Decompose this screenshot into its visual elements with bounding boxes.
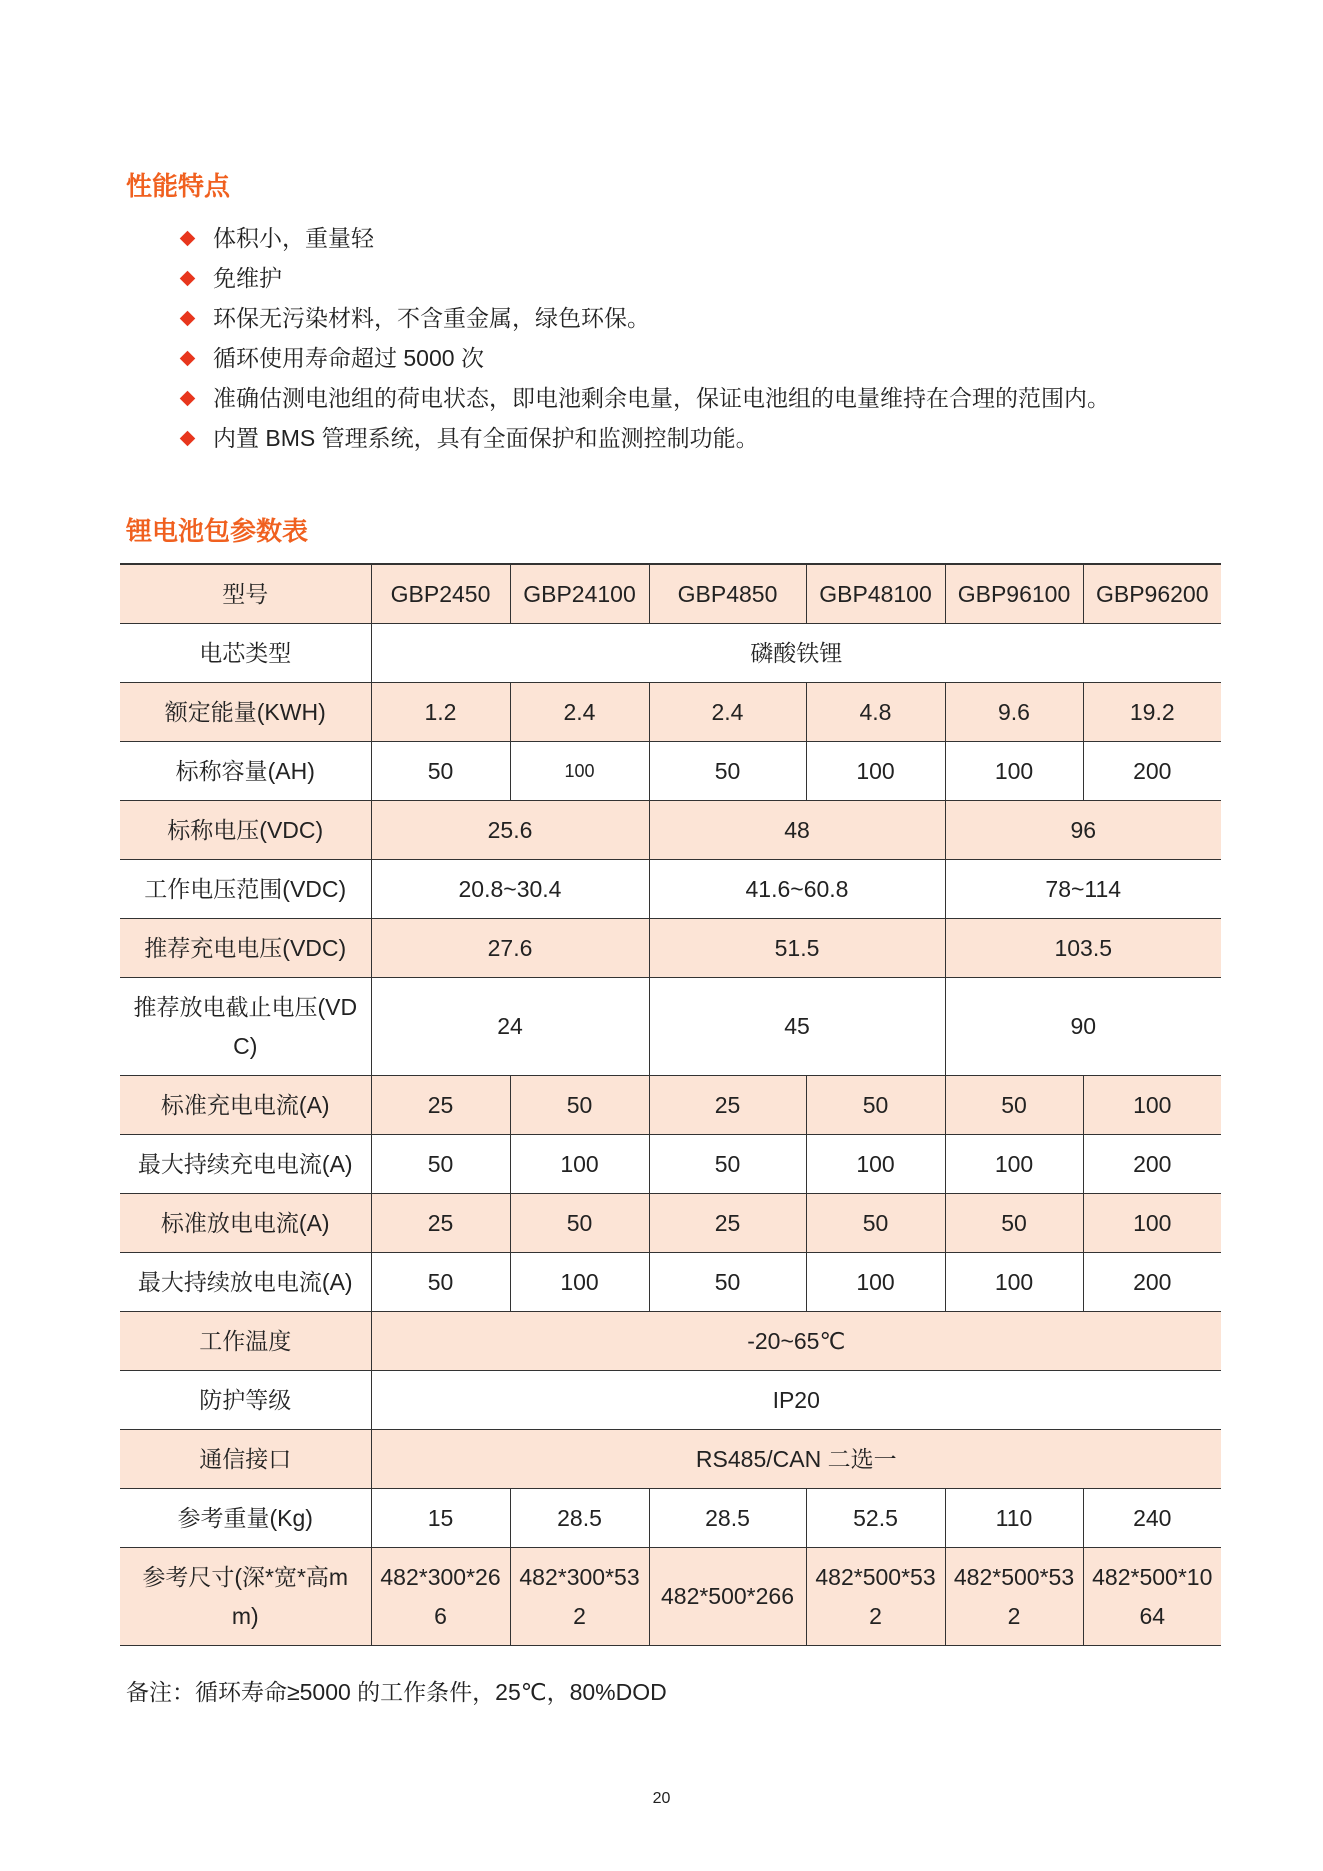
table-cell: 20.8~30.4 xyxy=(371,860,649,919)
table-row xyxy=(120,1430,1221,1489)
table-cell: 50 xyxy=(510,1194,649,1253)
table-cell: 100 xyxy=(806,1135,945,1194)
row-label: 工作温度 xyxy=(120,1312,371,1371)
table-cell: 28.5 xyxy=(510,1489,649,1548)
table-cell: 50 xyxy=(510,1076,649,1135)
table-row xyxy=(120,683,1221,742)
table-cell: 50 xyxy=(649,742,806,801)
row-label: 工作电压范围(VDC) xyxy=(120,860,371,919)
table-cell: 200 xyxy=(1083,742,1221,801)
table-cell: 96 xyxy=(945,801,1221,860)
table-cell: 50 xyxy=(371,1135,510,1194)
diamond-bullet-icon xyxy=(180,310,196,326)
table-cell: 100 xyxy=(510,1253,649,1312)
diamond-bullet-icon xyxy=(180,230,196,246)
table-row xyxy=(120,742,1221,801)
table-cell: 25.6 xyxy=(371,801,649,860)
diamond-bullet-icon xyxy=(180,270,196,286)
table-cell: 482*300*532 xyxy=(510,1548,649,1646)
table-cell: 4.8 xyxy=(806,683,945,742)
table-row xyxy=(120,1194,1221,1253)
diamond-bullet-icon xyxy=(180,430,196,446)
table-cell: 2.4 xyxy=(649,683,806,742)
table-cell: 200 xyxy=(1083,1253,1221,1312)
row-label: 最大持续充电电流(A) xyxy=(120,1135,371,1194)
table-cell: 48 xyxy=(649,801,945,860)
table-cell: 240 xyxy=(1083,1489,1221,1548)
table-cell: GBP96200 xyxy=(1083,564,1221,624)
table-cell: 25 xyxy=(649,1076,806,1135)
table-row xyxy=(120,1253,1221,1312)
table-cell: 110 xyxy=(945,1489,1083,1548)
row-label: 最大持续放电电流(A) xyxy=(120,1253,371,1312)
table-cell: 1.2 xyxy=(371,683,510,742)
feature-item xyxy=(176,338,1110,378)
table-cell: 15 xyxy=(371,1489,510,1548)
table-cell: 100 xyxy=(945,1253,1083,1312)
feature-text: 环保无污染材料，不含重金属，绿色环保。 xyxy=(213,305,650,331)
table-cell: 100 xyxy=(945,1135,1083,1194)
table-cell: 103.5 xyxy=(945,919,1221,978)
table-cell: 27.6 xyxy=(371,919,649,978)
table-cell: 200 xyxy=(1083,1135,1221,1194)
row-label: 电芯类型 xyxy=(120,624,371,683)
table-cell: 482*500*1064 xyxy=(1083,1548,1221,1646)
table-row xyxy=(120,564,1221,624)
row-label: 参考尺寸(深*宽*高mm) xyxy=(120,1548,371,1646)
table-cell: 100 xyxy=(1083,1194,1221,1253)
table-cell: 磷酸铁锂 xyxy=(371,624,1221,683)
table-row xyxy=(120,801,1221,860)
table-cell: IP20 xyxy=(371,1371,1221,1430)
row-label: 推荐充电电压(VDC) xyxy=(120,919,371,978)
table-cell: GBP24100 xyxy=(510,564,649,624)
table-row xyxy=(120,1548,1221,1646)
table-cell: 25 xyxy=(649,1194,806,1253)
table-cell: 19.2 xyxy=(1083,683,1221,742)
table-cell: 50 xyxy=(649,1253,806,1312)
table-row xyxy=(120,860,1221,919)
feature-item xyxy=(176,298,1110,338)
table-cell: 9.6 xyxy=(945,683,1083,742)
table-heading: 锂电池包参数表 xyxy=(126,516,309,546)
table-cell: 100 xyxy=(806,742,945,801)
table-row xyxy=(120,624,1221,683)
table-cell: 52.5 xyxy=(806,1489,945,1548)
feature-item xyxy=(176,258,1110,298)
feature-text: 体积小，重量轻 xyxy=(213,225,374,251)
table-cell: 50 xyxy=(945,1076,1083,1135)
feature-item xyxy=(176,378,1110,418)
diamond-bullet-icon xyxy=(180,350,196,366)
table-row xyxy=(120,1135,1221,1194)
row-label: 防护等级 xyxy=(120,1371,371,1430)
row-label: 推荐放电截止电压(VDC) xyxy=(120,978,371,1076)
table-cell: 50 xyxy=(649,1135,806,1194)
table-cell: 90 xyxy=(945,978,1221,1076)
table-row xyxy=(120,1076,1221,1135)
row-label: 标准充电电流(A) xyxy=(120,1076,371,1135)
table-cell: 25 xyxy=(371,1076,510,1135)
row-label: 型号 xyxy=(120,564,371,624)
features-heading: 性能特点 xyxy=(126,171,231,201)
table-cell: 50 xyxy=(371,742,510,801)
battery-spec-table xyxy=(120,563,1221,1646)
table-cell: 45 xyxy=(649,978,945,1076)
table-cell: 41.6~60.8 xyxy=(649,860,945,919)
table-cell: 100 xyxy=(1083,1076,1221,1135)
table-cell: 482*300*266 xyxy=(371,1548,510,1646)
table-cell: 482*500*532 xyxy=(945,1548,1083,1646)
feature-item xyxy=(176,418,1110,458)
diamond-bullet-icon xyxy=(180,390,196,406)
table-cell: 50 xyxy=(806,1076,945,1135)
table-cell: 25 xyxy=(371,1194,510,1253)
table-cell: 100 xyxy=(510,742,649,801)
table-cell: GBP2450 xyxy=(371,564,510,624)
feature-item xyxy=(176,218,1110,258)
table-cell: 482*500*532 xyxy=(806,1548,945,1646)
table-cell: 100 xyxy=(510,1135,649,1194)
feature-text: 准确估测电池组的荷电状态，即电池剩余电量，保证电池组的电量维持在合理的范围内。 xyxy=(213,385,1110,411)
feature-text: 免维护 xyxy=(213,265,282,291)
table-cell: -20~65℃ xyxy=(371,1312,1221,1371)
table-cell: 482*500*266 xyxy=(649,1548,806,1646)
row-label: 标称电压(VDC) xyxy=(120,801,371,860)
table-row xyxy=(120,1371,1221,1430)
table-row xyxy=(120,1489,1221,1548)
table-cell: 24 xyxy=(371,978,649,1076)
row-label: 额定能量(KWH) xyxy=(120,683,371,742)
table-cell: 100 xyxy=(945,742,1083,801)
table-cell: 28.5 xyxy=(649,1489,806,1548)
row-label: 标准放电电流(A) xyxy=(120,1194,371,1253)
table-row xyxy=(120,919,1221,978)
row-label: 通信接口 xyxy=(120,1430,371,1489)
table-cell: GBP96100 xyxy=(945,564,1083,624)
feature-text: 循环使用寿命超过 5000 次 xyxy=(213,345,484,371)
table-row xyxy=(120,978,1221,1076)
table-cell: GBP48100 xyxy=(806,564,945,624)
table-cell: 78~114 xyxy=(945,860,1221,919)
table-cell: GBP4850 xyxy=(649,564,806,624)
table-cell: 100 xyxy=(806,1253,945,1312)
page-number: 20 xyxy=(652,1790,671,1807)
table-cell: 50 xyxy=(371,1253,510,1312)
table-row xyxy=(120,1312,1221,1371)
row-label: 标称容量(AH) xyxy=(120,742,371,801)
table-cell: 50 xyxy=(806,1194,945,1253)
features-list xyxy=(176,218,1110,458)
table-cell: 2.4 xyxy=(510,683,649,742)
table-cell: RS485/CAN 二选一 xyxy=(371,1430,1221,1489)
footnote: 备注：循环寿命≥5000 的工作条件，25℃，80%DOD xyxy=(126,1679,667,1705)
row-label: 参考重量(Kg) xyxy=(120,1489,371,1548)
feature-text: 内置 BMS 管理系统，具有全面保护和监测控制功能。 xyxy=(213,425,759,451)
table-cell: 50 xyxy=(945,1194,1083,1253)
table-cell: 51.5 xyxy=(649,919,945,978)
